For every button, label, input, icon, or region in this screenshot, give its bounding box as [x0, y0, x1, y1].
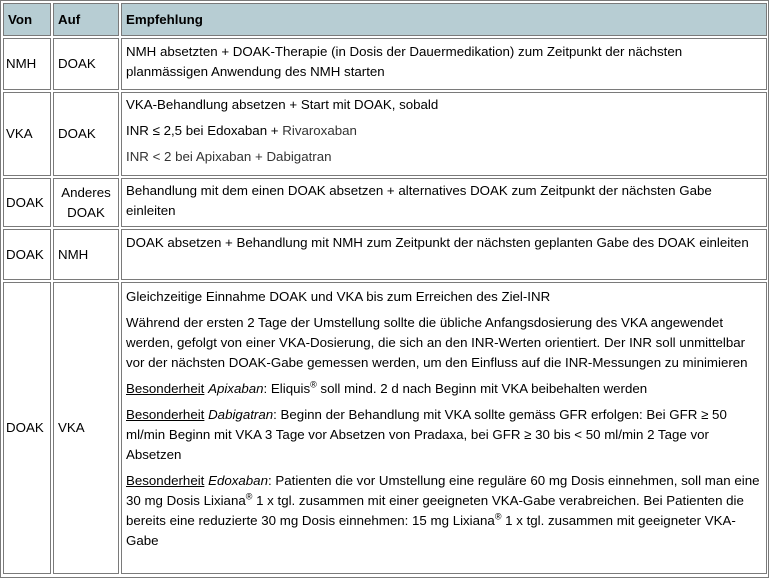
row4-text: DOAK absetzen + Behandlung mit NMH zum Zeitpunkt der nächsten geplanten Gabe des DOAK einleiten — [126, 235, 749, 250]
row3-empfehlung — [121, 178, 767, 227]
row5-p4-text: : Beginn der Behandlung mit VKA sollte gemäss GFR erfolgen: Bei GFR ≥ 50 ml/min Beginn mit VKA 3 Tage vor Absetzen von Pradaxa, bei GFR ≥ 30 bis < 50 ml/min 2 Tage vor Absetzen — [126, 407, 727, 462]
row2-line3: INR < 2 bei Apixaban + Dabigatran — [126, 149, 332, 164]
row5-auf-text: VKA — [58, 420, 85, 435]
row5-p3a: : Eliquis — [263, 381, 311, 396]
row2-line1: VKA-Behandlung absetzen + Start mit DOAK, sobald — [126, 97, 439, 112]
apixaban-label: Apixaban — [208, 381, 264, 396]
row5-p1: Gleichzeitige Einnahme DOAK und VKA bis zum Erreichen des Ziel-INR — [126, 289, 551, 304]
row2-empfehlung — [121, 92, 767, 176]
header-empfehlung-label: Empfehlung — [126, 11, 203, 27]
dabigatran-label: Dabigatran — [208, 407, 274, 422]
header-von-label: Von — [8, 11, 33, 27]
row5-von — [3, 282, 51, 574]
row1-von — [3, 38, 51, 90]
registered-mark: ® — [245, 491, 253, 502]
row5-p2: Während der ersten 2 Tage der Umstellung sollte die übliche Anfangsdosierung des VKA angewendet werden, gefolgt von einer VKA-Dosierung, die sich an den INR-Werten orientiert. Der INR soll unmittelbar vor der nächsten DOAK-Gabe gemessen werden, um den Einfluss auf die INR-Messungen zu minimieren — [126, 315, 748, 370]
row1-empfehlung — [121, 38, 767, 90]
row4-von — [3, 229, 51, 280]
row2-von-text: VKA — [6, 126, 33, 141]
row1-auf-text: DOAK — [58, 56, 96, 71]
besonderheit-label: Besonderheit — [126, 473, 205, 488]
header-empfehlung — [121, 3, 767, 36]
row5-p3 — [126, 379, 762, 399]
registered-mark: ® — [310, 379, 317, 390]
row3-text: Behandlung mit dem einen DOAK absetzen + alternatives DOAK zum Zeitpunkt der nächsten Gabe einleiten — [126, 183, 712, 218]
registered-mark: ® — [494, 511, 502, 522]
row1-auf — [53, 38, 119, 90]
row4-von-text: DOAK — [6, 246, 44, 262]
row5-auf — [53, 282, 119, 574]
row3-auf-line2: DOAK — [67, 204, 105, 220]
row5-p3b: soll mind. 2 d nach Beginn mit VKA beibehalten werden — [316, 381, 648, 396]
row1-von-text: NMH — [6, 56, 37, 71]
row2-line2b: Rivaroxaban — [278, 123, 357, 138]
row2-von — [3, 92, 51, 176]
row5-empfehlung — [121, 282, 767, 574]
row4-auf-text: NMH — [58, 246, 89, 262]
row1-text: NMH absetzten + DOAK-Therapie (in Dosis der Dauermedikation) zum Zeitpunkt der nächsten planmässigen Anwendung des NMH starten — [126, 44, 683, 79]
row2-auf — [53, 92, 119, 176]
row5-p5b: 1 x tgl. zusammen mit einer geeigneten VKA-Gabe verabreichen. Bei Patienten die bereits eine reduzierte 30 mg Dosis einnehmen: 15 mg Lixiana — [126, 493, 744, 528]
row5-p5a: : Patienten die vor Umstellung eine reguläre 60 mg Dosis einnehmen, soll man eine 30 mg Dosis Lixiana — [126, 473, 760, 508]
row3-von-text: DOAK — [6, 194, 44, 210]
besonderheit-label: Besonderheit — [126, 407, 205, 422]
edoxaban-label: Edoxaban — [208, 473, 268, 488]
row4-empfehlung — [121, 229, 767, 280]
row2-line2 — [126, 121, 762, 141]
row3-von — [3, 178, 51, 227]
header-von — [3, 3, 51, 36]
row4-auf — [53, 229, 119, 280]
header-auf-label: Auf — [58, 11, 81, 27]
row2-auf-text: DOAK — [58, 126, 96, 141]
row2-line2a: INR ≤ 2,5 bei Edoxaban + — [126, 123, 279, 138]
row3-auf-text — [61, 183, 111, 223]
row5-von-text: DOAK — [6, 420, 44, 435]
row5-p5 — [126, 471, 762, 551]
header-auf — [53, 3, 119, 36]
row5-p5c: 1 x tgl. zusammen mit geeigneter VKA-Gabe — [126, 513, 736, 548]
row3-auf — [53, 178, 119, 227]
row5-p4 — [126, 405, 762, 465]
besonderheit-label: Besonderheit — [126, 381, 205, 396]
row3-auf-line1: Anderes — [61, 184, 111, 200]
